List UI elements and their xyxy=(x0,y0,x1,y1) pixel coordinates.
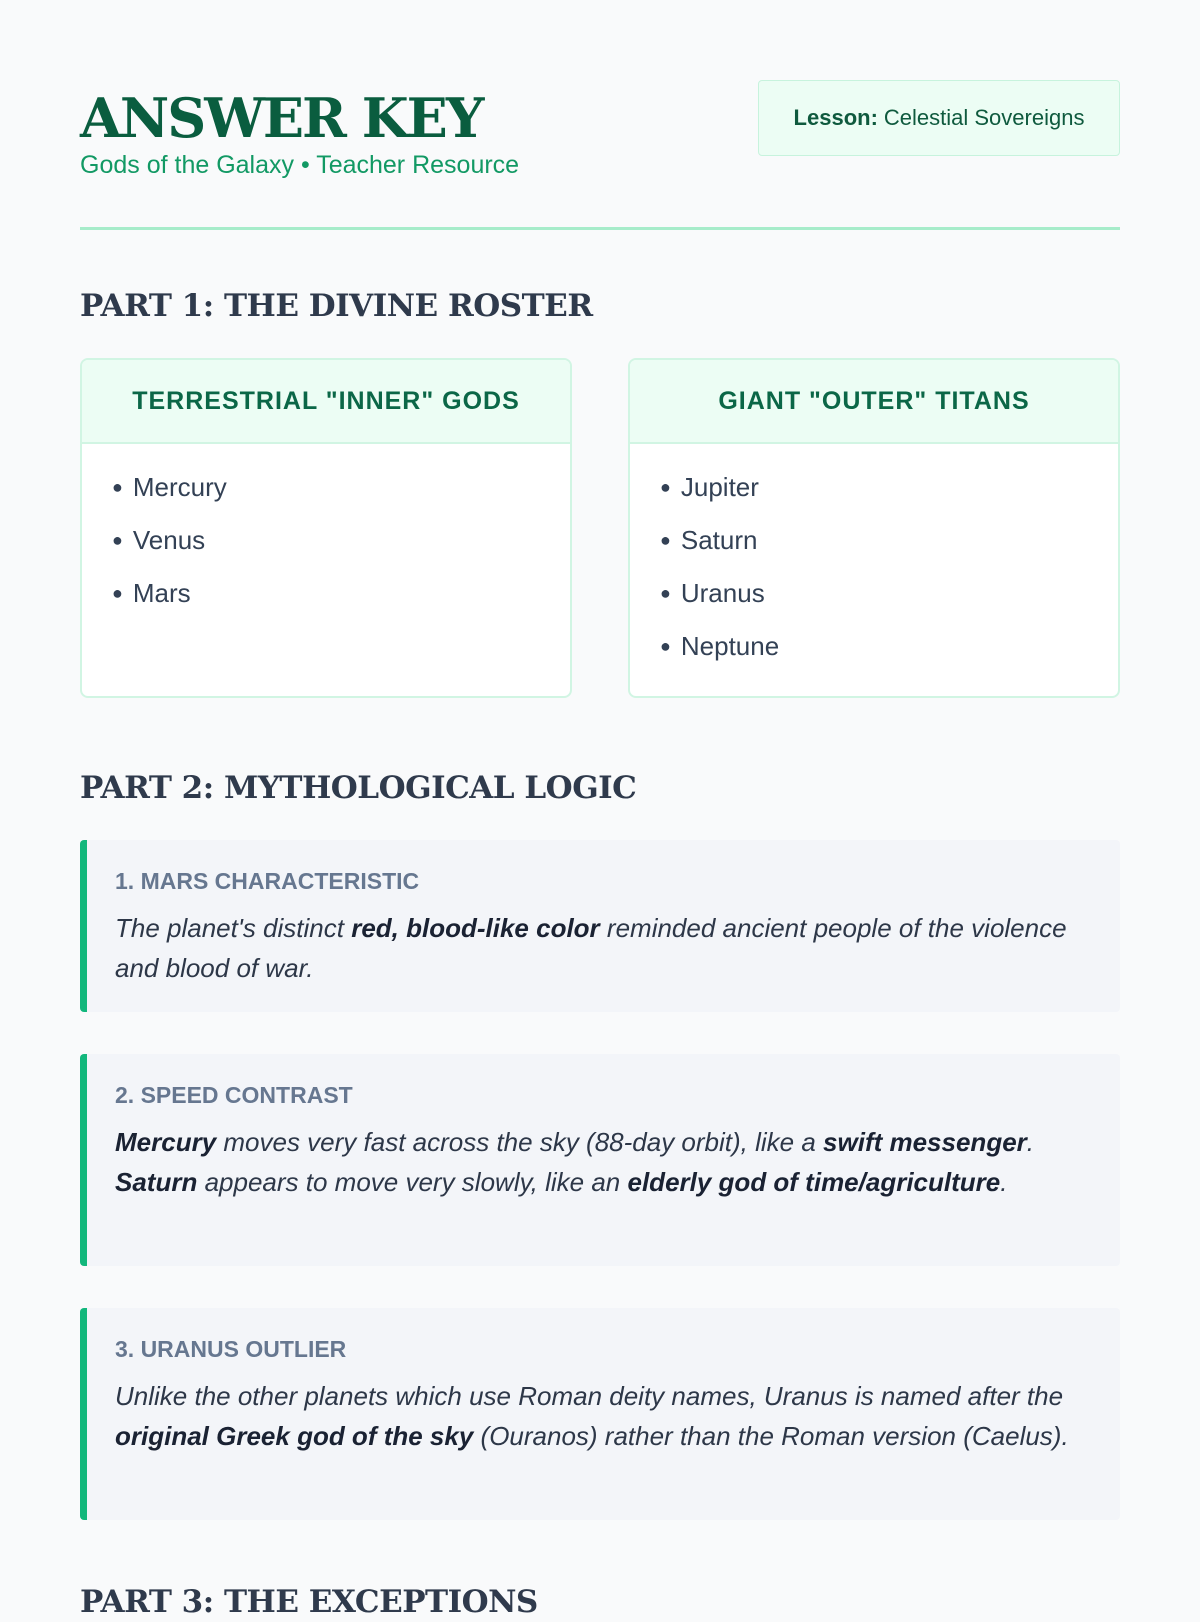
logic-item-uranus xyxy=(80,1308,1120,1520)
answer-emphasis: Saturn xyxy=(115,1167,198,1197)
inner-gods-list xyxy=(82,444,570,608)
planet-name: Mercury xyxy=(132,472,227,502)
list-item xyxy=(112,472,570,502)
outer-titans-card-title: GIANT "OUTER" TITANS xyxy=(630,360,1118,444)
list-item xyxy=(660,472,1118,502)
bullet-icon: ● xyxy=(660,583,671,603)
answer-emphasis: original Greek god of the sky xyxy=(115,1421,474,1451)
answer-text: The planet's distinct xyxy=(115,913,352,943)
lesson-value: Celestial Sovereigns xyxy=(883,105,1085,130)
page-subtitle: Gods of the Galaxy • Teacher Resource xyxy=(80,151,520,179)
list-item xyxy=(660,631,1118,661)
part3-heading: PART 3: THE EXCEPTIONS xyxy=(80,1584,538,1620)
planet-name: Saturn xyxy=(680,525,758,555)
answer-text: . xyxy=(1000,1167,1008,1197)
planet-name: Uranus xyxy=(680,578,765,608)
header xyxy=(80,80,1120,230)
answer-emphasis: elderly god of time/agriculture xyxy=(627,1167,1001,1197)
logic-item-title: 3. URANUS OUTLIER xyxy=(115,1336,347,1362)
outer-titans-list xyxy=(630,444,1118,661)
list-item xyxy=(660,525,1118,555)
logic-item-speed xyxy=(80,1054,1120,1266)
inner-gods-card-title: TERRESTRIAL "INNER" GODS xyxy=(82,360,570,444)
part2-heading: PART 2: MYTHOLOGICAL LOGIC xyxy=(80,770,637,806)
answer-emphasis: Mercury xyxy=(115,1127,217,1157)
bullet-icon: ● xyxy=(660,477,671,497)
logic-item-mars xyxy=(80,840,1120,1012)
list-item xyxy=(112,578,570,608)
answer-text: reminded ancient people of the violence and blood of war. xyxy=(115,913,1067,983)
planet-name: Venus xyxy=(132,525,206,555)
logic-item-answer xyxy=(115,908,1090,988)
bullet-icon: ● xyxy=(660,636,671,656)
logic-item-answer xyxy=(115,1122,1090,1202)
inner-gods-card xyxy=(80,358,572,698)
part1-heading: PART 1: THE DIVINE ROSTER xyxy=(80,288,593,324)
answer-text: moves very fast across the sky (88-day orbit), like a xyxy=(216,1127,824,1157)
list-item xyxy=(112,525,570,555)
list-item xyxy=(660,578,1118,608)
logic-item-title: 2. SPEED CONTRAST xyxy=(115,1082,353,1108)
bullet-icon: ● xyxy=(112,583,123,603)
logic-item-answer xyxy=(115,1376,1090,1456)
answer-text: Unlike the other planets which use Roman deity names, Uranus is named after the xyxy=(115,1381,1064,1411)
lesson-badge xyxy=(758,80,1120,156)
answer-text: (Ouranos) rather than the Roman version (Caelus). xyxy=(473,1421,1069,1451)
answer-emphasis: red, blood-like color xyxy=(351,913,600,943)
answer-text: appears to move very slowly, like an xyxy=(197,1167,628,1197)
logic-item-title: 1. MARS CHARACTERISTIC xyxy=(115,868,420,894)
planet-name: Mars xyxy=(132,578,191,608)
lesson-label: Lesson: xyxy=(793,105,878,130)
planet-name: Neptune xyxy=(680,631,780,661)
answer-emphasis: swift messenger xyxy=(823,1127,1027,1157)
header-divider xyxy=(80,227,1120,230)
page-title: ANSWER KEY xyxy=(80,86,483,150)
planet-name: Jupiter xyxy=(680,472,759,502)
bullet-icon: ● xyxy=(112,477,123,497)
bullet-icon: ● xyxy=(660,530,671,550)
answer-text: . xyxy=(1026,1127,1035,1157)
bullet-icon: ● xyxy=(112,530,123,550)
outer-titans-card xyxy=(628,358,1120,698)
